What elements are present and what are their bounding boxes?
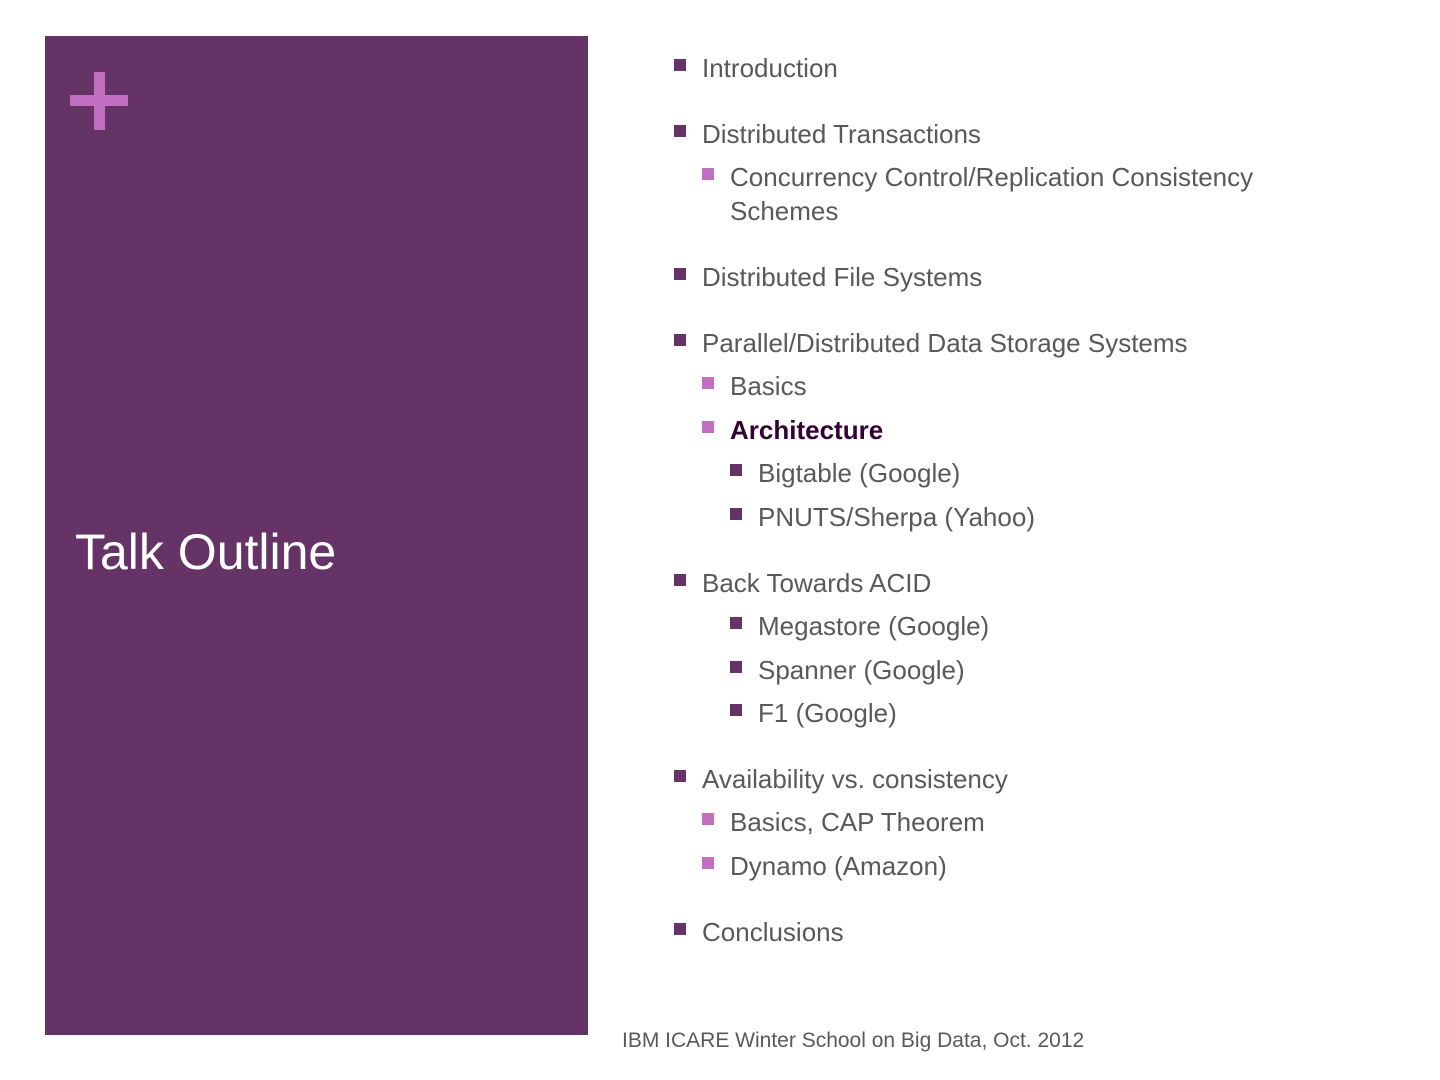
bullet-icon — [674, 770, 686, 782]
outline-item-label: Concurrency Control/Replication Consistency — [730, 162, 1254, 192]
slide-footer: IBM ICARE Winter School on Big Data, Oct. 2012 — [622, 1029, 1085, 1052]
title-panel — [45, 36, 588, 1035]
outline-item-label-continuation: Schemes — [730, 196, 839, 226]
plus-icon — [70, 72, 128, 130]
outline-item-label: Basics — [730, 371, 807, 401]
bullet-icon — [674, 125, 686, 137]
outline-item-label: Conclusions — [702, 917, 844, 947]
outline-item-label: Basics, CAP Theorem — [730, 807, 985, 837]
outline-item-label: Distributed Transactions — [702, 119, 981, 149]
bullet-icon — [702, 168, 714, 180]
slide-title: Talk Outline — [75, 524, 337, 580]
bullet-icon — [702, 377, 714, 389]
bullet-icon — [702, 813, 714, 825]
bullet-icon — [730, 661, 742, 673]
bullet-icon — [730, 464, 742, 476]
bullet-icon — [730, 704, 742, 716]
outline-item-label: Distributed File Systems — [702, 262, 983, 292]
bullet-icon — [730, 508, 742, 520]
outline-item-label: Bigtable (Google) — [758, 458, 961, 488]
outline-item-label: Spanner (Google) — [758, 655, 965, 685]
outline-item-label: F1 (Google) — [758, 698, 897, 728]
outline-item-label: Availability vs. consistency — [702, 764, 1008, 794]
bullet-icon — [674, 923, 686, 935]
outline-item-label: Back Towards ACID — [702, 568, 932, 598]
outline-item-label: Architecture — [730, 415, 884, 445]
bullet-icon — [730, 617, 742, 629]
outline-item-label: Dynamo (Amazon) — [730, 851, 947, 881]
bullet-icon — [674, 59, 686, 71]
outline-item-label: Megastore (Google) — [758, 611, 990, 641]
bullet-icon — [674, 268, 686, 280]
outline-list — [672, 0, 1372, 1000]
outline-item-label: PNUTS/Sherpa (Yahoo) — [758, 502, 1035, 532]
bullet-icon — [674, 574, 686, 586]
outline-item-label: Parallel/Distributed Data Storage Systems — [702, 328, 1188, 358]
bullet-icon — [702, 857, 714, 869]
outline-item-label: Introduction — [702, 53, 838, 83]
bullet-icon — [674, 334, 686, 346]
bullet-icon — [702, 421, 714, 433]
